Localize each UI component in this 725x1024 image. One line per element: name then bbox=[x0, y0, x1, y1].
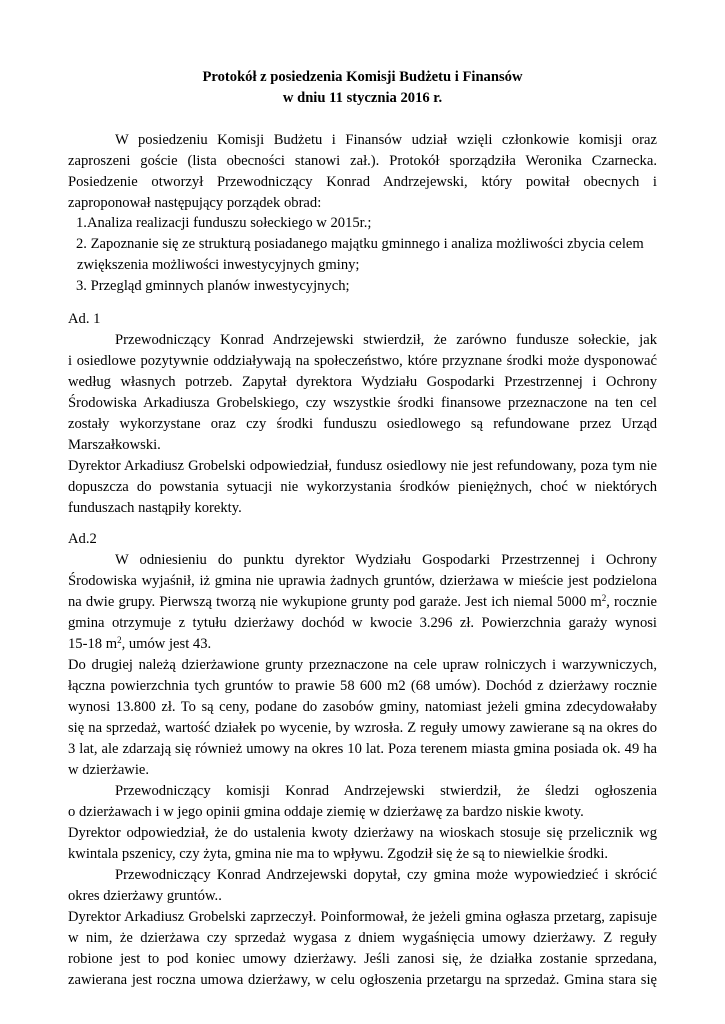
ad1-line: dopuszcza do powstania sytuacji nie wykorzystania środków pieniężnych, choć w niektórych bbox=[68, 479, 657, 495]
agenda-item-continuation: zwiększenia możliwości inwestycyjnych gminy; bbox=[77, 257, 360, 273]
document-title: Protokół z posiedzenia Komisji Budżetu i Finansów bbox=[202, 69, 523, 85]
superscript-2: 2 bbox=[601, 593, 607, 603]
agenda-item: 2. Zapoznanie się ze strukturą posiadanego majątku gminnego i analiza możliwości zbycia celem bbox=[76, 236, 644, 252]
ad2-line: w dzierżawie. bbox=[68, 762, 150, 778]
document-date: w dniu 11 stycznia 2016 r. bbox=[282, 90, 443, 106]
ad2-line: w nim, że dzierżawa czy sprzedaż wygasa z dniem wygaśnięcia umowy dzierżawy. Z reguły bbox=[68, 930, 657, 946]
ad2-line: 3 lat, ale zdarzają się również umowy na okres 10 lat. Poza terenem miasta gmina posiada ok. 49 ha bbox=[68, 741, 657, 757]
ad2-line: o dzierżawach i w jego opinii gmina oddaje ziemię w dzierżawę za bardzo niskie kwoty. bbox=[68, 804, 584, 820]
ad2-line: okres dzierżawy gruntów.. bbox=[68, 888, 222, 904]
ad2-line: Do drugiej należą dzierżawione grunty przeznaczone na cele upraw rolniczych i warzywniczych, bbox=[68, 657, 657, 673]
ad1-line: Przewodniczący Konrad Andrzejewski stwierdził, że zarówno fundusze sołeckie, jak bbox=[115, 332, 657, 348]
ad2-line: Przewodniczący komisji Konrad Andrzejewski stwierdził, że śledzi ogłoszenia bbox=[115, 783, 657, 799]
intro-line: W posiedzeniu Komisji Budżetu i Finansów udział wzięli członkowie komisji oraz bbox=[115, 132, 657, 148]
ad2-line bbox=[68, 592, 657, 613]
ad2-text: 15-18 m bbox=[68, 636, 118, 652]
intro-line: zaproponował następujący porządek obrad: bbox=[68, 195, 322, 211]
ad2-line: W odniesieniu do punktu dyrektor Wydziału Gospodarki Przestrzennej i Ochrony bbox=[115, 552, 657, 568]
ad2-line: wynosi 13.800 zł. To są ceny, podane do zasobów gminy, natomiast jeżeli gmina zdecydowałaby bbox=[68, 699, 657, 715]
intro-line: Posiedzenie otworzył Przewodniczący Konrad Andrzejewski, który powitał obecnych i bbox=[68, 174, 657, 190]
ad2-text: na dwie grupy. Pierwszą tworzą nie wykupione grunty pod garaże. Jest ich niemal 5000 m bbox=[68, 594, 602, 610]
ad2-text: , umów jest 43. bbox=[121, 636, 212, 652]
section-heading-ad1: Ad. 1 bbox=[68, 311, 101, 327]
ad2-line: Środowiska wyjaśnił, iż gmina nie uprawia żadnych gruntów, dzierżawa w mieście jest podzielona bbox=[68, 573, 657, 589]
intro-line: zaproszeni goście (lista obecności stanowi zał.). Protokół sporządziła Weronika Czarnecka. bbox=[68, 153, 657, 169]
ad2-text: , rocznie bbox=[606, 594, 657, 610]
ad1-line: Środowiska Arkadiusza Grobelskiego, czy wszystkie środki finansowe przeznaczone na ten cel bbox=[68, 395, 657, 411]
section-heading-ad2: Ad.2 bbox=[68, 531, 97, 547]
agenda-item: 1.Analiza realizacji funduszu sołeckiego w 2015r.; bbox=[76, 215, 372, 231]
ad1-line: według własnych potrzeb. Zapytał dyrektora Wydziału Gospodarki Przestrzennej i Ochrony bbox=[68, 374, 657, 390]
ad2-line bbox=[68, 634, 657, 655]
ad2-line: gmina otrzymuje z tytułu dzierżawy dochód w kwocie 3.296 zł. Powierzchnia garaży wynosi bbox=[68, 615, 657, 631]
ad1-line: i osiedlowe pozytywnie oddziaływają na społeczeństwo, które przyznane środki może dysponować bbox=[68, 353, 657, 369]
ad2-line: się na sprzedaż, wartość działek po wycenie, by wzrosła. Z reguły umowy zawierane są na okres do bbox=[68, 720, 657, 736]
ad2-line: Dyrektor odpowiedział, że do ustalenia kwoty dzierżawy na wioskach stosuje się przelicznik wg bbox=[68, 825, 657, 841]
ad1-line: Marszałkowski. bbox=[68, 437, 161, 453]
ad1-line: zostały wykorzystane oraz czy środki funduszu osiedlowego są refundowane przez Urząd bbox=[68, 416, 657, 432]
ad2-line: kwintala pszenicy, czy żyta, gmina nie ma to wpływu. Zgodził się że są to niewielkie środki. bbox=[68, 846, 609, 862]
ad2-line: Przewodniczący Konrad Andrzejewski dopytał, czy gmina może wypowiedzieć i skrócić bbox=[115, 867, 657, 883]
ad2-line: Dyrektor Arkadiusz Grobelski zaprzeczył. Poinformował, że jeżeli gmina ogłasza przetarg, zapisuje bbox=[68, 909, 657, 925]
ad2-line: zawierana jest roczna umowa dzierżawy, w celu ogłoszenia przetargu na sprzedaż. Gmina stara się bbox=[68, 972, 657, 988]
agenda-item: 3. Przegląd gminnych planów inwestycyjnych; bbox=[76, 278, 350, 294]
ad2-line: łączna powierzchnia tych gruntów to prawie 58 600 m2 (68 umów). Dochód z dzierżawy rocznie bbox=[68, 678, 657, 694]
ad1-line: funduszach nastąpiły korekty. bbox=[68, 500, 242, 516]
ad1-line: Dyrektor Arkadiusz Grobelski odpowiedział, fundusz osiedlowy nie jest refundowany, poza tym nie bbox=[68, 458, 657, 474]
superscript-2: 2 bbox=[117, 635, 122, 645]
ad2-line: robione jest to pod koniec umowy dzierżawy. Jeśli zanosi się, że działka zostanie sprzedana, bbox=[68, 951, 657, 967]
